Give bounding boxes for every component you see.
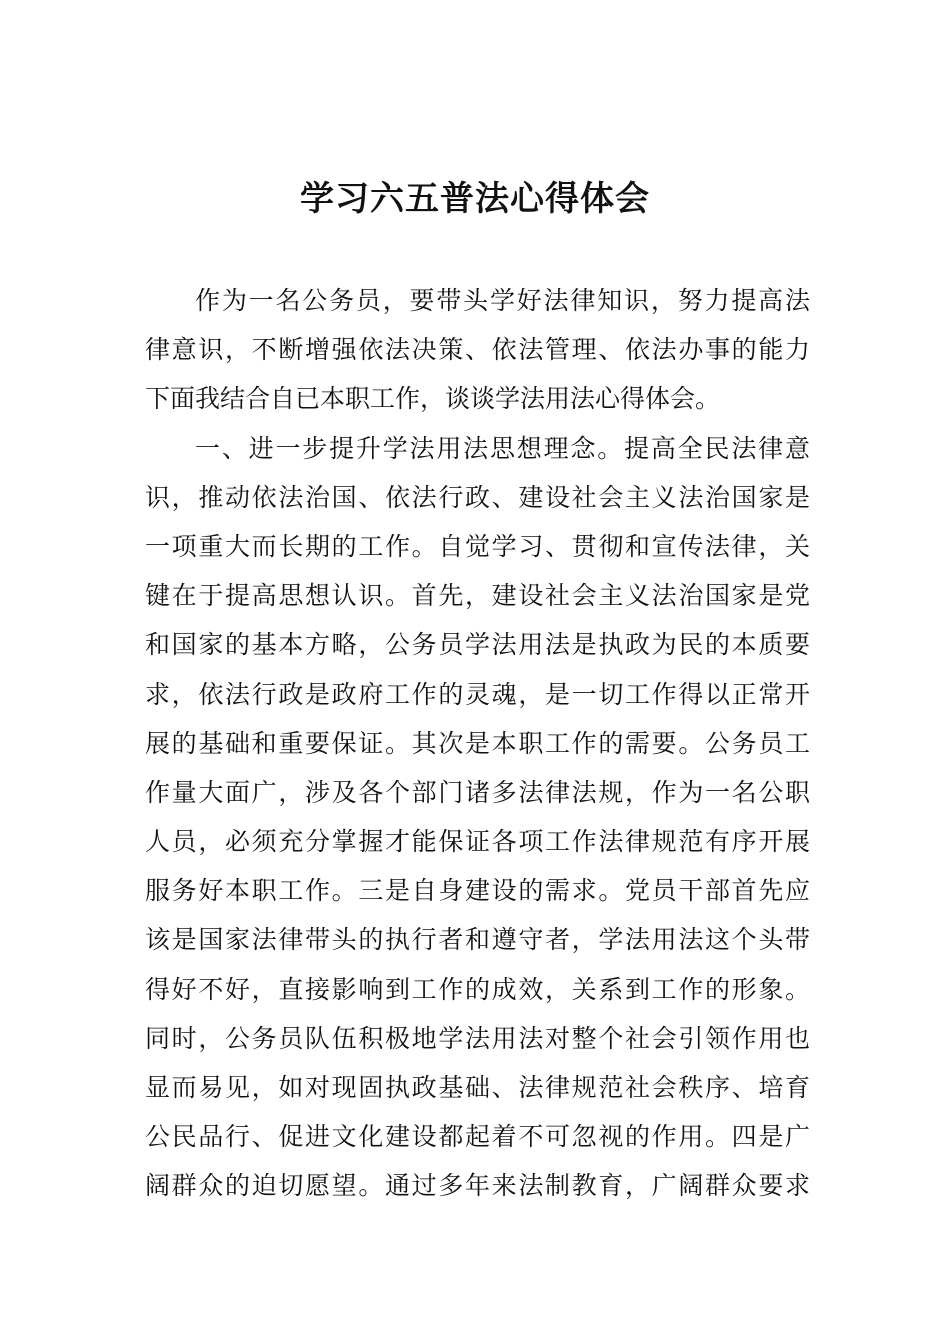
- paragraph-line: 求，依法行政是政府工作的灵魂，是一切工作得以正常开: [145, 679, 810, 709]
- paragraph-line: 作为一名公务员，要带头学好法律知识，努力提高法: [195, 286, 810, 315]
- paragraph-line: 一、进一步提升学法用法思想理念。提高全民法律意: [195, 433, 810, 463]
- paragraph-line: 该是国家法律带头的执行者和遵守者，学法用法这个头带: [145, 925, 810, 955]
- paragraph-line: 下面我结合自已本职工作，谈谈学法用法心得体会。: [145, 384, 721, 414]
- document-body: [145, 276, 810, 1211]
- paragraph-line: 展的基础和重要保证。其次是本职工作的需要。公务员工: [145, 728, 810, 758]
- paragraph-line: 阔群众的迫切愿望。通过多年来法制教育，广阔群众要求: [145, 1171, 810, 1201]
- paragraph-line: 识，推动依法治国、依法行政、建设社会主义法治国家是: [145, 482, 810, 512]
- paragraph-line: 显而易见，如对现固执政基础、法律规范社会秩序、培育: [145, 1073, 810, 1102]
- paragraph-line: 公民品行、促进文化建设都起着不可忽视的作用。四是广: [145, 1122, 810, 1152]
- paragraph-line: 服务好本职工作。三是自身建设的需求。党员干部首先应: [145, 876, 810, 906]
- paragraph-line: 得好不好，直接影响到工作的成效，关系到工作的形象。: [145, 974, 810, 1004]
- paragraph-line: 和国家的基本方略，公务员学法用法是执政为民的本质要: [145, 630, 810, 660]
- paragraph-line: 键在于提高思想认识。首先，建设社会主义法治国家是党: [145, 581, 810, 611]
- paragraph-line: 同时，公务员队伍积极地学法用法对整个社会引领作用也: [145, 1023, 810, 1053]
- paragraph-line: 一项重大而长期的工作。自觉学习、贯彻和宣传法律，关: [145, 531, 810, 561]
- document-title: 学习六五普法心得体会: [300, 179, 650, 219]
- paragraph-line: 律意识，不断增强依法决策、依法管理、依法办事的能力: [145, 335, 810, 365]
- paragraph-line: 人员，必须充分掌握才能保证各项工作法律规范有序开展: [145, 827, 810, 857]
- paragraph-line: 作量大面广，涉及各个部门诸多法律法规，作为一名公职: [145, 777, 810, 807]
